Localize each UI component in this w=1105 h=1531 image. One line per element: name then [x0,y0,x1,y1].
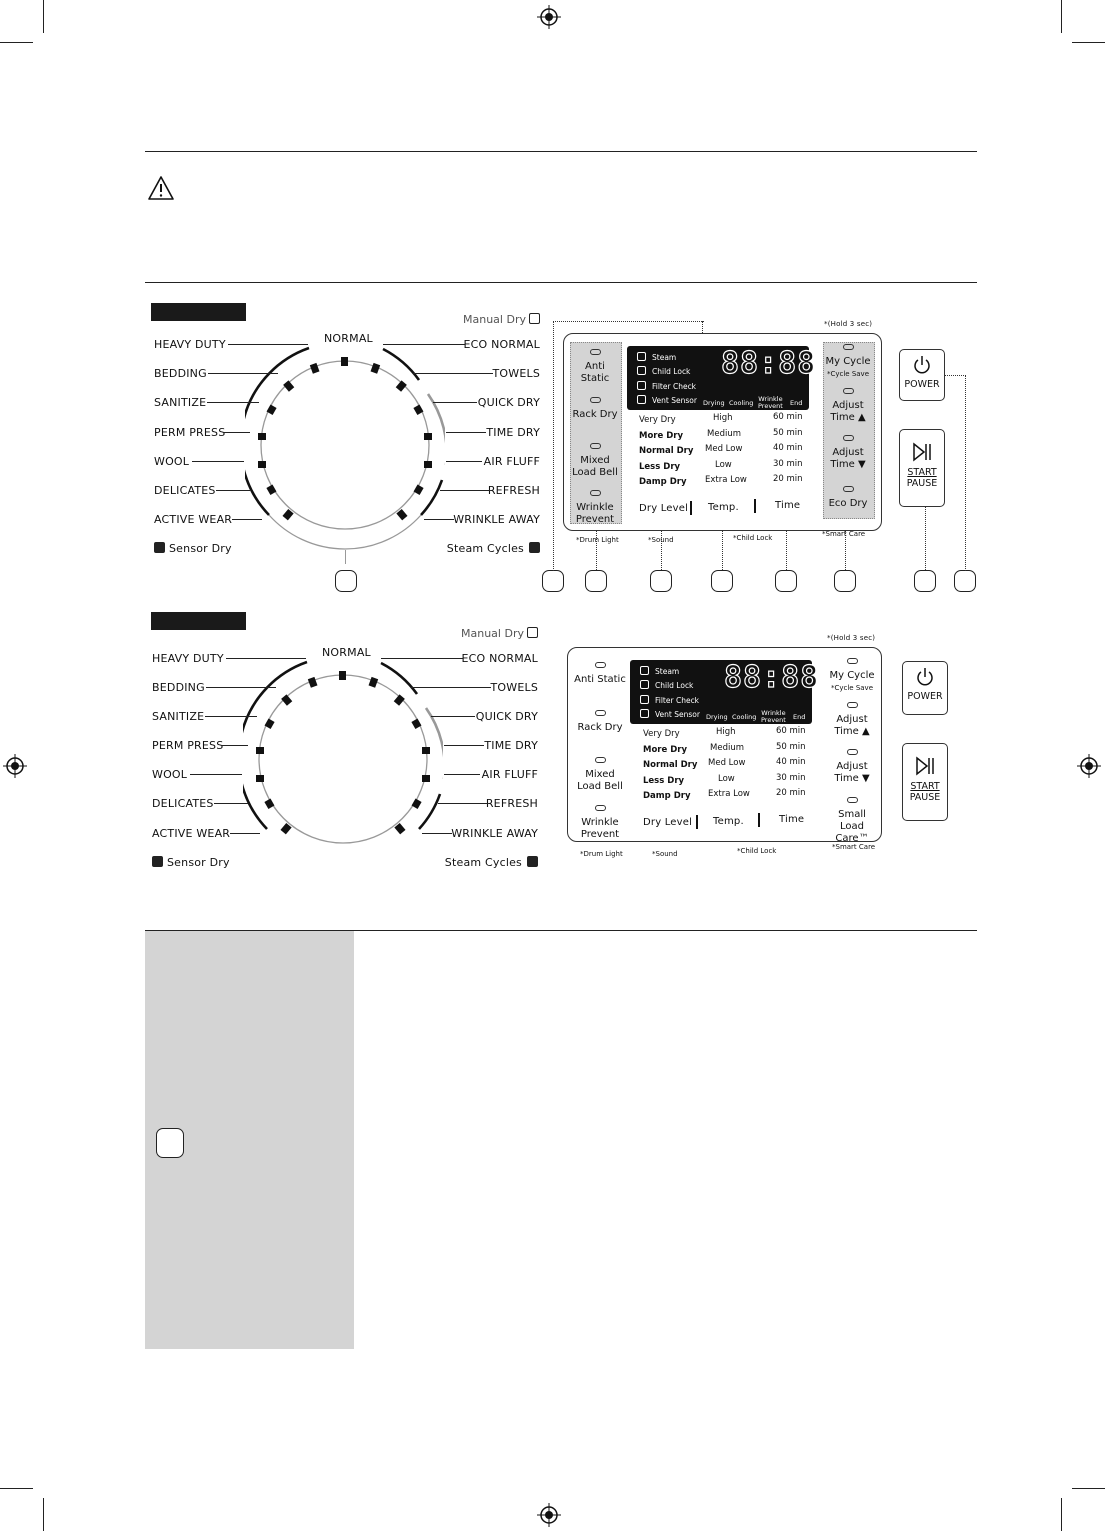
vent-sensor-indicator: Vent Sensor [640,709,700,719]
temp-list [705,411,747,489]
dry-level-item: Less Dry [639,461,681,472]
filter-icon [637,381,646,390]
power-label: POWER [907,691,943,702]
my-cycle-button[interactable]: My Cycle *Cycle Save [824,658,880,694]
cycle-dial[interactable] [245,340,445,550]
dry-level-item: Less Dry [643,775,685,786]
dry-level-list [643,727,697,805]
dial-label-eco-normal: ECO NORMAL [463,338,540,351]
led-indicator [590,490,601,496]
leader-line [438,803,488,804]
dry-level-button[interactable]: Dry Level [639,503,689,514]
crop-mark [1072,42,1105,43]
model-label-bar [151,612,246,630]
play-pause-icon [914,756,936,776]
stage-end: End [790,399,803,407]
steam-indicator: Steam [637,352,676,362]
callout-dry-level [650,570,672,592]
registration-crosshair-icon [3,754,27,778]
led-indicator [843,486,854,492]
start-label: START [907,467,937,478]
leader-line [446,432,486,433]
steam-cycles-label: Steam Cycles [447,542,540,555]
child-lock-indicator: Child Lock [640,680,693,690]
dial-label-heavy-duty: HEAVY DUTY [152,652,224,665]
anti-static-button[interactable]: Anti Static [572,662,628,686]
footnote-sound: *Sound [648,536,674,544]
dial-label-air-fluff: AIR FLUFF [483,455,540,468]
dial-label-active-wear: ACTIVE WEAR [154,513,233,526]
filter-icon [640,695,649,704]
dial-label-refresh: REFRESH [487,484,540,497]
dial-label-perm-press: PERM PRESS [152,739,224,752]
leader-line [424,519,454,520]
led-indicator [843,435,854,441]
led-indicator [590,443,601,449]
callout-leader [925,506,926,570]
led-indicator [595,662,606,668]
leader-line [230,833,260,834]
led-indicator [595,805,606,811]
stage-drying: Drying [706,713,728,721]
stage-end: End [793,713,806,721]
leader-line [446,461,482,462]
dial-label-wool: WOOL [154,455,190,468]
led-indicator [847,797,858,803]
time-item: 20 min [776,788,806,798]
led-indicator [590,349,601,355]
leader-line [214,803,248,804]
small-load-care-button[interactable]: Small Load Care™ [824,797,880,845]
dial-label-perm-press: PERM PRESS [154,426,226,439]
leader-line [208,373,278,374]
pause-label: PAUSE [909,792,941,803]
dial-pointer [345,550,347,564]
vent-icon [640,709,649,718]
manual-dry-label: Manual Dry [461,627,538,640]
leader-line [232,519,262,520]
leader-line [413,373,493,374]
dial-label-heavy-duty: HEAVY DUTY [154,338,226,351]
mixed-load-bell-button[interactable]: Mixed Load Bell [572,757,628,793]
dry-level-item: Very Dry [643,729,680,739]
callout-leader [943,375,966,571]
temp-item: High [716,727,736,737]
temp-item: Low [715,459,732,470]
stage-wrinkle-prevent: Wrinkle Prevent [761,709,786,724]
temp-item: Extra Low [708,789,750,799]
leader-line [226,658,306,659]
dry-level-item: More Dry [639,430,684,441]
callout-power [954,570,976,592]
child-lock-indicator: Child Lock [637,366,690,376]
leader-line [192,461,244,462]
footnote-drum-light: *Drum Light [576,536,619,544]
leader-line [190,774,242,775]
lcd-display [627,346,817,410]
time-item: 50 min [773,427,803,438]
dry-level-list [639,413,693,491]
dial-label-refresh: REFRESH [485,797,538,810]
dial-label-time-dry: TIME DRY [486,426,540,439]
cycle-dial[interactable] [243,654,443,864]
lock-icon [640,680,649,689]
led-indicator [843,344,854,350]
dial-label-towels: TOWELS [490,681,538,694]
dial-label-normal: NORMAL [324,332,373,345]
callout-options-left [585,570,607,592]
footnote-smart-care: *Smart Care [822,530,866,538]
steam-cycles-icon [529,542,540,553]
power-label: POWER [904,379,940,390]
callout-start-pause [914,570,936,592]
callout-options-right [834,570,856,592]
filter-check-indicator: Filter Check [640,695,699,705]
footnote-child-lock: *Child Lock [733,534,773,542]
temp-item: Medium [707,428,741,439]
leader-line [205,716,257,717]
crop-mark [43,0,44,33]
power-icon [911,354,933,376]
pause-label: PAUSE [906,478,938,489]
leader-line [431,716,475,717]
leader-line [444,745,484,746]
dial-label-quick-dry: QUICK DRY [477,396,540,409]
vent-icon [637,395,646,404]
temp-list [708,725,750,803]
led-indicator [590,397,601,403]
adjust-time-down-button[interactable]: Adjust Time ▼ [823,435,873,471]
button-separator [758,813,760,827]
time-list [776,724,806,802]
mixed-load-bell-button[interactable]: Mixed Load Bell [570,443,620,479]
registration-crosshair-icon [1077,754,1101,778]
led-indicator [847,702,858,708]
vent-sensor-indicator: Vent Sensor [637,395,697,405]
dial-label-air-fluff: AIR FLUFF [481,768,538,781]
led-indicator [843,388,854,394]
leader-line [433,402,477,403]
time-item: 40 min [773,443,803,453]
sensor-dry-icon [154,542,165,553]
dial-label-bedding: BEDDING [154,367,207,380]
steam-cycles-label: Steam Cycles [445,856,538,869]
dial-label-bedding: BEDDING [152,681,205,694]
button-separator [754,499,756,513]
temp-item: High [713,413,733,423]
callout-temp [711,570,733,592]
time-button[interactable]: Time [775,500,801,511]
time-item: 60 min [776,726,806,736]
crop-mark [1061,1498,1062,1531]
steam-icon [637,352,646,361]
dry-level-item: More Dry [643,744,688,755]
warning-triangle-icon [147,175,175,201]
led-indicator [847,658,858,664]
callout-display [542,570,564,592]
dry-level-item: Damp Dry [639,477,687,487]
time-digits: 88:88 [721,346,817,381]
dial-label-towels: TOWELS [492,367,540,380]
sidebar-callout-box [156,1128,184,1158]
time-button[interactable]: Time [779,814,805,825]
start-label: START [910,781,940,792]
temp-item: Medium [710,742,744,753]
dry-level-item: Normal Dry [639,446,694,456]
time-item: 40 min [776,757,806,767]
leader-line [411,687,491,688]
button-separator [696,815,698,829]
leader-line [206,687,276,688]
hold-note: *(Hold 3 sec) [824,320,873,328]
led-indicator [595,757,606,763]
temp-item: Med Low [705,444,743,454]
callout-dial [335,570,357,592]
led-indicator [595,710,606,716]
time-item: 30 min [776,772,806,783]
manual-dry-icon [527,627,538,638]
filter-check-indicator: Filter Check [637,381,696,391]
temp-item: Extra Low [705,475,747,485]
dial-label-time-dry: TIME DRY [484,739,538,752]
power-button[interactable] [902,661,948,715]
play-pause-icon [911,442,933,462]
dial-label-wrinkle-away: WRINKLE AWAY [451,827,538,840]
footnote-drum-light: *Drum Light [580,850,623,858]
time-digits: 88:88 [724,660,820,695]
rack-dry-button[interactable]: Rack Dry [570,397,620,421]
section-rule [145,151,977,152]
dry-level-item: Very Dry [639,415,676,425]
time-item: 50 min [776,741,806,752]
dial-label-normal: NORMAL [322,646,371,659]
anti-static-button[interactable]: Anti Static [570,349,620,385]
sensor-dry-label: Sensor Dry [154,542,232,555]
rack-dry-button[interactable]: Rack Dry [572,710,628,734]
dial-label-wool: WOOL [152,768,188,781]
power-button[interactable] [899,349,945,401]
registration-crosshair-icon [537,1503,561,1527]
eco-dry-button[interactable]: Eco Dry [823,486,873,510]
leader-line [222,745,248,746]
sensor-dry-label: Sensor Dry [152,856,230,869]
start-pause-button[interactable] [899,429,945,507]
model-label-bar [151,303,246,321]
dial-label-delicates: DELICATES [154,484,216,497]
section-rule [145,282,977,283]
power-icon [914,666,936,688]
steam-indicator: Steam [640,666,679,676]
dial-label-wrinkle-away: WRINKLE AWAY [453,513,540,526]
lcd-display [630,660,820,724]
crop-mark [0,42,33,43]
button-separator [690,501,692,515]
time-item: 20 min [773,474,803,484]
adjust-time-up-button[interactable]: Adjust Time ▲ [823,388,873,424]
wrinkle-prevent-button[interactable]: Wrinkle Prevent [570,490,620,526]
leader-line [224,432,250,433]
dial-label-active-wear: ACTIVE WEAR [152,827,231,840]
steam-cycles-icon [527,856,538,867]
leader-line [444,774,480,775]
dial-label-sanitize: SANITIZE [152,710,205,723]
hold-note: *(Hold 3 sec) [827,634,876,642]
stage-cooling: Cooling [729,399,754,407]
my-cycle-button[interactable]: My Cycle *Cycle Save [823,344,873,380]
stage-drying: Drying [703,399,725,407]
registration-crosshair-icon [537,5,561,29]
leader-line [228,344,308,345]
dial-label-delicates: DELICATES [152,797,214,810]
dry-level-button[interactable]: Dry Level [643,817,693,828]
dial-label-sanitize: SANITIZE [154,396,207,409]
stage-wrinkle-prevent: Wrinkle Prevent [758,395,783,410]
time-item: 60 min [773,412,803,422]
sensor-dry-icon [152,856,163,867]
leader-line [207,402,259,403]
crop-mark [43,1498,44,1531]
dry-level-item: Normal Dry [643,760,698,770]
wrinkle-prevent-button[interactable]: Wrinkle Prevent [572,805,628,841]
dry-level-item: Damp Dry [643,791,691,801]
temp-button[interactable]: Temp. [713,816,744,827]
start-pause-button[interactable] [902,743,948,821]
leader-line [383,344,465,345]
leader-line [216,490,250,491]
footnote-sound: *Sound [652,850,678,858]
dial-label-eco-normal: ECO NORMAL [461,652,538,665]
temp-item: Med Low [708,758,746,768]
callout-time [775,570,797,592]
temp-button[interactable]: Temp. [708,502,739,513]
dial-label-quick-dry: QUICK DRY [475,710,538,723]
leader-line [381,658,463,659]
leader-line [440,490,490,491]
led-indicator [847,749,858,755]
manual-dry-label: Manual Dry [463,313,540,326]
adjust-time-down-button[interactable]: Adjust Time ▼ [824,749,880,785]
footnote-child-lock: *Child Lock [737,847,777,855]
stage-cooling: Cooling [732,713,757,721]
leader-line [422,833,452,834]
crop-mark [1072,1488,1105,1489]
manual-dry-icon [529,313,540,324]
crop-mark [1061,0,1062,33]
steam-icon [640,666,649,675]
crop-mark [0,1488,33,1489]
temp-item: Low [718,773,735,784]
time-item: 30 min [773,458,803,469]
time-list [773,410,803,488]
lock-icon [637,366,646,375]
adjust-time-up-button[interactable]: Adjust Time ▲ [824,702,880,738]
footnote-smart-care: *Smart Care [832,843,876,851]
